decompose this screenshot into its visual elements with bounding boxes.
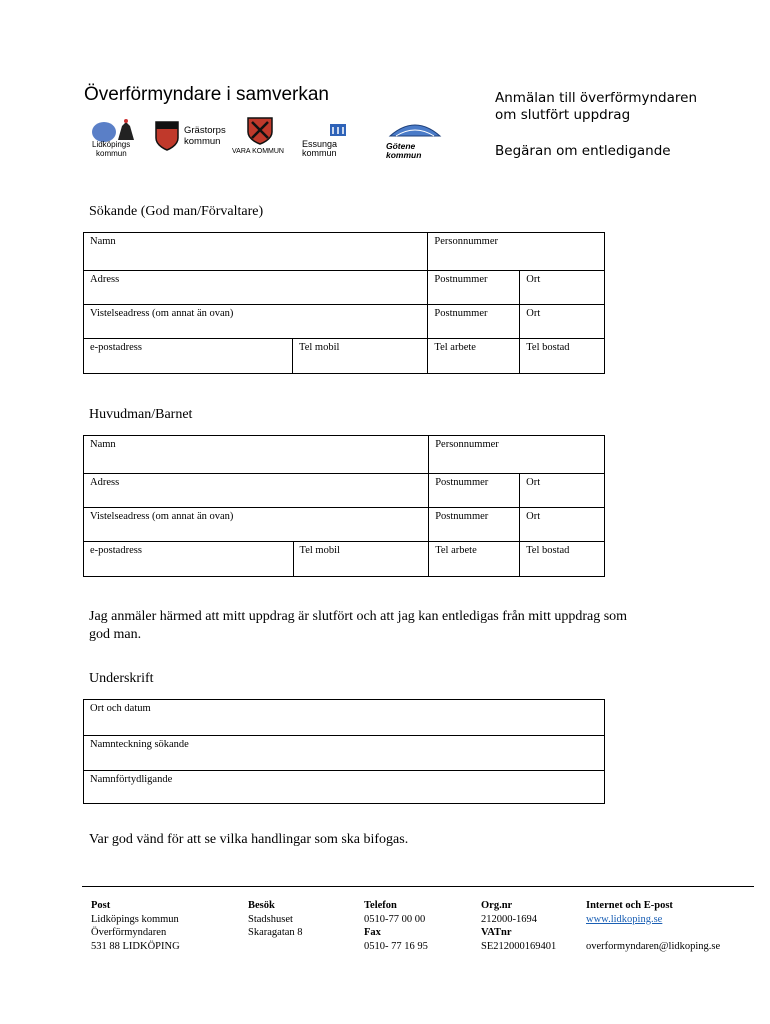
applicant-mobile-field[interactable]: Tel mobil [293,339,428,374]
footer-visit-line1: Stadshuset [248,913,293,925]
lidkoping-logo: Lidköpings kommun [88,118,138,158]
footer-org-label: Org.nr [481,900,513,911]
request-title: Begäran om entledigande [495,143,671,159]
place-date-field[interactable]: Ort och datum [84,700,605,736]
applicant-residence-address-field[interactable]: Vistelseadress (om annat än ovan) [84,305,428,339]
applicant-home-phone-field[interactable]: Tel bostad [520,339,605,374]
footer-divider [82,886,754,887]
footer-phone [364,899,428,953]
gotene-emblem-icon [386,120,444,140]
signature-field[interactable]: Namnteckning sökande [84,736,605,771]
footer-web-label: Internet och E-post [586,900,673,911]
applicant-city2-field[interactable]: Ort [520,305,605,339]
grastorp-logo: Grästorps kommun [154,120,234,156]
principal-residence-address-field[interactable]: Vistelseadress (om annat än ovan) [84,508,429,542]
footer-org-number: 212000-1694 [481,913,537,925]
principal-city-field[interactable]: Ort [520,474,605,508]
principal-table [83,435,605,577]
gotene-logo: Götene kommun [386,120,450,156]
principal-heading: Huvudman/Barnet [89,407,193,422]
signature-heading: Underskrift [89,671,154,686]
signature-table [83,699,605,804]
principal-personal-number-field[interactable]: Personnummer [429,436,605,474]
footer-phone-number: 0510-77 00 00 [364,913,426,925]
principal-postal-code2-field[interactable]: Postnummer [429,508,520,542]
applicant-name-field[interactable]: Namn [84,233,428,271]
footer-vat-number: SE212000169401 [481,940,557,952]
footer-email: overformyndaren@lidkoping.se [586,940,721,952]
vara-logo: VARA KOMMUN [232,116,288,156]
essunga-emblem-icon [328,122,348,138]
statement-text: Jag anmäler härmed att mitt uppdrag är slutfört och att jag kan entledigas från mitt uppdrag som god man. [89,609,628,642]
vara-shield-icon [246,116,274,146]
name-clarification-field[interactable]: Namnförtydligande [84,771,605,804]
footer-fax-number: 0510- 77 16 95 [364,940,428,952]
footer-post-line1: Lidköpings kommun [91,913,179,925]
footer-web [586,899,720,953]
principal-city2-field[interactable]: Ort [520,508,605,542]
applicant-heading: Sökande (God man/Förvaltare) [89,204,264,219]
applicant-email-field[interactable]: e-postadress [84,339,293,374]
applicant-city-field[interactable]: Ort [520,271,605,305]
applicant-address-field[interactable]: Adress [84,271,428,305]
footer-vat-label: VATnr [481,927,512,938]
principal-postal-code-field[interactable]: Postnummer [429,474,520,508]
essunga-logo: Essunga kommun [302,120,374,154]
principal-email-field[interactable]: e-postadress [84,542,294,577]
footer-post-line2: Överförmyndaren [91,927,167,938]
footer-visit [248,899,303,940]
principal-work-phone-field[interactable]: Tel arbete [429,542,520,577]
footer-org [481,899,556,953]
footer-post-line3: 531 88 LIDKÖPING [91,940,180,952]
footer-post [91,899,180,953]
principal-address-field[interactable]: Adress [84,474,429,508]
attachments-note: Var god vänd för att se vilka handlingar som ska bifogas. [89,832,409,847]
principal-mobile-field[interactable]: Tel mobil [293,542,429,577]
footer-website-link[interactable]: www.lidkoping.se [586,913,663,925]
principal-name-field[interactable]: Namn [84,436,429,474]
principal-home-phone-field[interactable]: Tel bostad [520,542,605,577]
applicant-personal-number-field[interactable]: Personnummer [428,233,605,271]
form-title-line2: om slutfört uppdrag [495,107,631,123]
grastorp-shield-icon [154,120,180,152]
applicant-postal-code-field[interactable]: Postnummer [428,271,520,305]
footer-visit-line2: Skaragatan 8 [248,927,303,938]
footer-phone-label: Telefon [364,900,397,911]
applicant-postal-code2-field[interactable]: Postnummer [428,305,520,339]
footer-visit-label: Besök [248,900,275,911]
applicant-work-phone-field[interactable]: Tel arbete [428,339,520,374]
footer-fax-label: Fax [364,927,381,938]
page-title: Överförmyndare i samverkan [84,84,329,105]
applicant-table [83,232,605,374]
form-title-line1: Anmälan till överförmyndaren [495,90,698,106]
footer-post-label: Post [91,900,111,911]
